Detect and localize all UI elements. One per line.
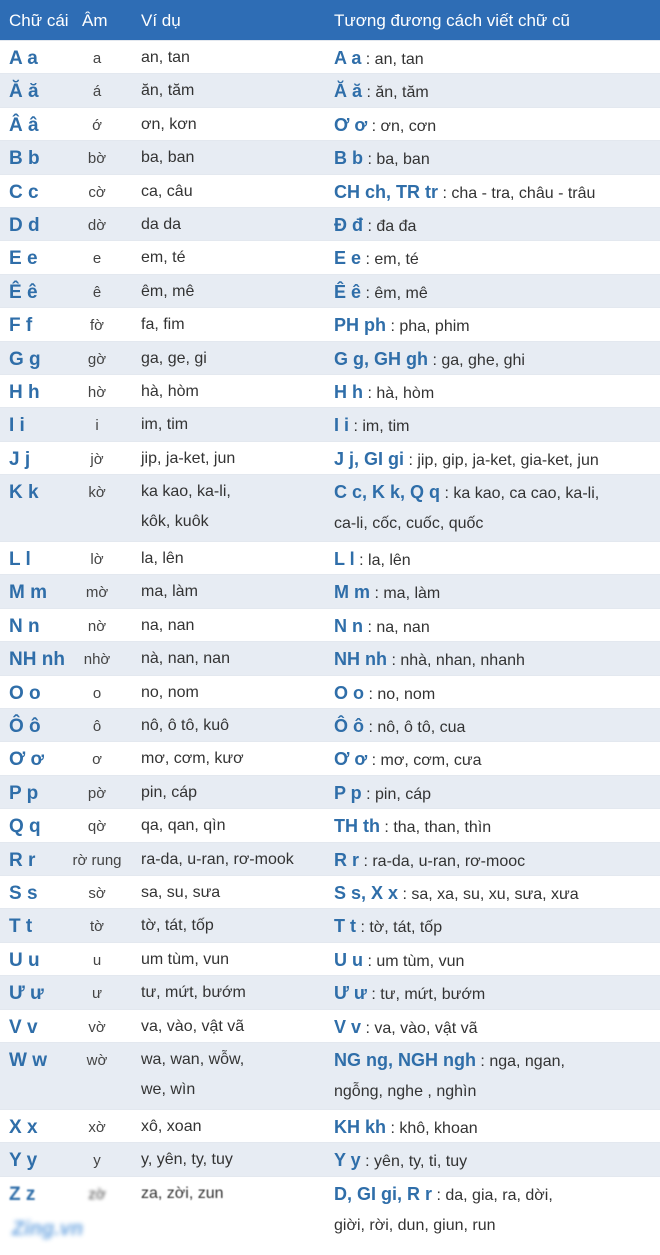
sound-cell: fờ: [89, 317, 104, 335]
old-spelling-line: Ư ư : tư, mứt, bướm: [334, 983, 486, 1004]
old-spelling-letters: NH nh: [334, 649, 387, 670]
example-cell: [141, 845, 294, 875]
letter-cell: C c: [9, 181, 39, 203]
letter-cell: G g: [9, 348, 41, 370]
old-spelling-line: E e : em, té: [334, 248, 419, 269]
header-old-spelling: Tương đương cách viết chữ cũ: [334, 11, 570, 30]
sound-cell: sờ: [88, 884, 106, 902]
table-row: [0, 942, 660, 975]
old-spelling-cell: [334, 577, 440, 609]
letter-cell: N n: [9, 615, 40, 637]
example-line: fa, fim: [141, 316, 185, 334]
example-line: um tùm, vun: [141, 950, 230, 968]
sound-cell: ư: [91, 985, 103, 1003]
old-spelling-letters: H h: [334, 381, 363, 402]
example-cell: [141, 1045, 244, 1105]
sound-cell: u: [92, 951, 102, 969]
old-spelling-line: Ê ê : êm, mê: [334, 281, 428, 302]
old-spelling-cell: [334, 243, 419, 275]
old-spelling-letters: Ơ ơ: [334, 749, 368, 770]
old-spelling-line: ca-li, cốc, cuốc, quốc: [334, 515, 484, 533]
old-spelling-letters: Ă ă: [334, 81, 363, 102]
old-spelling-line: A a : an, tan: [334, 48, 424, 68]
old-spelling-cell: [334, 210, 416, 242]
header-letter: Chữ cái: [9, 11, 69, 30]
old-spelling-line: Ơ ơ : mơ, cơm, cưa: [334, 749, 482, 770]
sound-cell: dờ: [87, 216, 107, 234]
table-row: [0, 641, 660, 674]
sound-cell: jờ: [90, 450, 104, 468]
example-cell: [141, 1145, 233, 1175]
sound-cell: lờ: [90, 551, 104, 569]
example-cell: [141, 377, 199, 407]
old-spelling-cell: [334, 978, 485, 1010]
old-spelling-letters: T t: [334, 916, 356, 937]
table-row: [0, 441, 660, 474]
example-cell: [141, 43, 190, 73]
letter-cell: S s: [9, 882, 38, 904]
old-spelling-cell: [334, 845, 525, 877]
old-spelling-cell: [334, 711, 465, 743]
table-row: [0, 474, 660, 541]
old-spelling-letters: R r: [334, 849, 360, 870]
old-spelling-line: KH kh : khô, khoan: [334, 1116, 478, 1137]
letter-cell: B b: [9, 148, 40, 170]
old-spelling-line: C c, K k, Q q : ka kao, ca cao, ka-li,: [334, 482, 600, 503]
old-spelling-cell: [334, 911, 442, 943]
old-spelling-letters: Y y: [334, 1150, 361, 1171]
sound-cell: ơ: [92, 751, 102, 769]
example-line: la, lên: [141, 550, 184, 568]
letter-cell: Â â: [9, 114, 39, 136]
sound-cell: vờ: [88, 1018, 106, 1036]
old-spelling-cell: [334, 1012, 478, 1044]
table-row: [0, 1142, 660, 1175]
sound-cell: ớ: [92, 116, 102, 134]
old-spelling-letters: Ư ư: [334, 983, 367, 1004]
letter-cell: NH nh: [9, 649, 65, 671]
old-spelling-cell: [334, 477, 599, 539]
sound-cell: kờ: [88, 484, 106, 502]
old-spelling-line: J j, GI gi : jip, gip, ja-ket, gia-ket, jun: [334, 448, 599, 469]
example-line: ăn, tăm: [141, 82, 195, 100]
table-row: [0, 875, 660, 908]
sound-cell: bờ: [87, 150, 107, 168]
table-row: [0, 1176, 660, 1243]
example-line: no, nom: [141, 683, 199, 701]
letter-cell: R r: [9, 849, 36, 871]
sound-cell: e: [92, 250, 102, 268]
old-spelling-cell: [334, 310, 470, 342]
letter-cell: A a: [9, 48, 38, 69]
sound-cell: o: [92, 684, 102, 702]
old-spelling-cell: [334, 410, 409, 442]
example-line: êm, mê: [141, 282, 195, 300]
letter-cell: P p: [9, 782, 39, 804]
table-row: [0, 174, 660, 207]
sound-cell: mờ: [85, 584, 109, 602]
old-spelling-cell: [334, 1112, 478, 1144]
example-line: ơn, kơn: [141, 115, 197, 133]
table-row: [0, 1109, 660, 1142]
table-row: [0, 207, 660, 240]
example-line: ka kao, ka-li,: [141, 483, 231, 501]
example-line: ba, ban: [141, 149, 195, 167]
table-body: [0, 40, 660, 1243]
example-line: y, yên, ty, tuy: [141, 1151, 233, 1169]
old-spelling-cell: [334, 76, 429, 108]
old-spelling-line: T t : tờ, tát, tốp: [334, 916, 443, 937]
example-cell: [141, 243, 185, 273]
example-line: jip, ja-ket, jun: [141, 449, 236, 467]
letter-cell: M m: [9, 582, 47, 604]
table-row: [0, 1009, 660, 1042]
old-spelling-letters: I i: [334, 415, 350, 436]
example-cell: [141, 477, 231, 537]
sound-cell: cờ: [88, 183, 106, 201]
table-row: [0, 240, 660, 273]
old-spelling-cell: [334, 177, 595, 209]
table-row: [0, 975, 660, 1008]
letter-cell: Ư ư: [9, 983, 44, 1005]
old-spelling-line: Đ đ : đa đa: [334, 214, 417, 235]
letter-cell: L l: [9, 549, 31, 571]
table-row: [0, 741, 660, 774]
example-line: na, nan: [141, 616, 195, 634]
old-spelling-cell: [334, 811, 491, 843]
old-spelling-line: Ă ă : ăn, tăm: [334, 81, 429, 102]
old-spelling-cell: [334, 744, 482, 776]
old-spelling-line: I i : im, tim: [334, 415, 410, 436]
table-row: [0, 374, 660, 407]
table-row: [0, 1042, 660, 1109]
old-spelling-letters: Ô ô: [334, 716, 364, 737]
sound-cell: y: [93, 1152, 101, 1170]
sound-cell: rờ rung: [72, 851, 122, 869]
letter-cell: D d: [9, 214, 40, 236]
old-spelling-line: CH ch, TR tr : cha - tra, châu - trâu: [334, 181, 596, 202]
old-spelling-cell: [334, 778, 431, 810]
example-cell: [141, 945, 229, 975]
old-spelling-cell: [334, 1045, 565, 1107]
example-line: kôk, kuôk: [141, 513, 209, 531]
table-row: [0, 775, 660, 808]
sound-cell: zờ: [88, 1185, 106, 1203]
letter-cell: I i: [9, 415, 25, 437]
old-spelling-line: G g, GH gh : ga, ghe, ghi: [334, 348, 525, 369]
old-spelling-letters: C c, K k, Q q: [334, 482, 441, 503]
table-row: [0, 274, 660, 307]
sound-cell: á: [92, 83, 102, 101]
sound-cell: ê: [92, 283, 102, 301]
letter-cell: Ô ô: [9, 716, 41, 738]
old-spelling-cell: [334, 878, 579, 910]
old-spelling-cell: [334, 344, 525, 376]
example-cell: [141, 143, 194, 173]
example-line: ga, ge, gi: [141, 349, 207, 367]
old-spelling-letters: E e: [334, 248, 362, 269]
old-spelling-letters: B b: [334, 148, 363, 169]
table-row: [0, 908, 660, 941]
old-spelling-cell: [334, 277, 428, 309]
table-row: [0, 341, 660, 374]
table-header: [0, 0, 660, 40]
header-sound: Âm: [82, 11, 108, 30]
old-spelling-letters: M m: [334, 582, 370, 603]
letter-cell: O o: [9, 682, 41, 704]
table-row: [0, 675, 660, 708]
old-spelling-letters: O o: [334, 682, 364, 703]
sound-cell: nhờ: [83, 651, 111, 669]
old-spelling-letters: Đ đ: [334, 214, 363, 235]
letter-cell: H h: [9, 381, 40, 403]
table-row: [0, 107, 660, 140]
example-line: ca, câu: [141, 182, 193, 200]
example-cell: [141, 210, 181, 240]
old-spelling-letters: L l: [334, 549, 355, 570]
example-cell: [141, 778, 197, 808]
example-line: we, wìn: [141, 1080, 196, 1098]
example-line: tư, mứt, bướm: [141, 984, 246, 1002]
sound-cell: nờ: [87, 617, 107, 635]
old-spelling-line: P p : pin, cáp: [334, 782, 432, 803]
letter-cell: X x: [9, 1116, 38, 1138]
table-row: [0, 407, 660, 440]
example-cell: [141, 577, 198, 607]
example-line: ra-da, u-ran, rơ-mook: [141, 850, 294, 868]
example-cell: [141, 744, 244, 774]
old-spelling-cell: [334, 143, 430, 175]
letter-cell: Q q: [9, 816, 41, 838]
old-spelling-line: PH ph : pha, phim: [334, 315, 470, 336]
old-spelling-cell: [334, 444, 599, 476]
old-spelling-cell: [334, 945, 464, 977]
example-cell: [141, 711, 229, 741]
example-line: mơ, cơm, kươ: [141, 750, 244, 768]
old-spelling-letters: Ê ê: [334, 281, 362, 302]
old-spelling-letters: N n: [334, 615, 363, 636]
example-line: qa, qan, qìn: [141, 817, 226, 835]
example-cell: [141, 911, 214, 941]
old-spelling-letters: NG ng, NGH ngh: [334, 1049, 476, 1070]
table-row: [0, 140, 660, 173]
example-cell: [141, 644, 230, 674]
example-line: em, té: [141, 249, 186, 267]
zing-logo: Zing.vn: [12, 1218, 84, 1240]
old-spelling-line: ngỗng, nghe , nghìn: [334, 1082, 477, 1100]
table-row: [0, 708, 660, 741]
old-spelling-letters: TH th: [334, 816, 380, 837]
example-cell: [141, 978, 246, 1008]
sound-cell: qờ: [87, 818, 107, 836]
old-spelling-cell: [334, 110, 436, 142]
table-row: [0, 73, 660, 106]
table-row: [0, 307, 660, 340]
old-spelling-line: L l : la, lên: [334, 549, 411, 570]
sound-cell: wờ: [86, 1051, 108, 1069]
old-spelling-line: B b : ba, ban: [334, 148, 430, 169]
example-cell: [141, 444, 235, 474]
old-spelling-line: H h : hà, hòm: [334, 381, 435, 402]
letter-cell: V v: [9, 1016, 38, 1038]
old-spelling-letters: J j, GI gi: [334, 448, 405, 469]
example-cell: [141, 611, 194, 641]
example-line: ma, làm: [141, 583, 198, 601]
example-line: va, vào, vật vã: [141, 1017, 245, 1035]
old-spelling-letters: Ơ ơ: [334, 114, 368, 135]
example-cell: [141, 1012, 244, 1042]
example-line: da da: [141, 215, 182, 233]
example-cell: [141, 344, 207, 374]
old-spelling-line: R r : ra-da, u-ran, rơ-mooc: [334, 849, 526, 870]
example-line: nà, nan, nan: [141, 650, 230, 668]
letter-cell: Ă ă: [9, 81, 39, 103]
old-spelling-line: TH th : tha, than, thìn: [334, 816, 492, 837]
example-cell: [141, 277, 194, 307]
old-spelling-letters: A a: [334, 48, 362, 68]
letter-cell: U u: [9, 949, 40, 971]
example-line: tờ, tát, tốp: [141, 917, 214, 935]
old-spelling-line: S s, X x : sa, xa, su, xu, sưa, xưa: [334, 882, 579, 903]
old-spelling-cell: [334, 1145, 467, 1177]
table-row: [0, 541, 660, 574]
old-spelling-line: Y y : yên, ty, ti, tuy: [334, 1150, 468, 1171]
table-row: [0, 574, 660, 607]
letter-cell: E e: [9, 248, 38, 270]
example-line: pin, cáp: [141, 783, 198, 801]
example-line: za, zời, zun: [141, 1184, 224, 1202]
old-spelling-letters: PH ph: [334, 315, 386, 336]
old-spelling-line: giời, rời, dun, giun, run: [334, 1216, 496, 1234]
old-spelling-letters: S s, X x: [334, 882, 399, 903]
example-line: im, tim: [141, 416, 189, 434]
old-spelling-line: NH nh : nhà, nhan, nhanh: [334, 649, 525, 670]
old-spelling-line: Ô ô : nô, ô tô, cua: [334, 716, 466, 737]
sound-cell: gờ: [87, 350, 107, 368]
old-spelling-letters: U u: [334, 949, 363, 970]
letter-cell: K k: [9, 482, 39, 504]
old-spelling-line: NG ng, NGH ngh : nga, ngan,: [334, 1049, 565, 1070]
old-spelling-line: N n : na, nan: [334, 615, 430, 636]
old-spelling-line: M m : ma, làm: [334, 582, 441, 603]
letter-cell: Ơ ơ: [9, 749, 44, 771]
example-cell: [141, 878, 220, 908]
example-cell: [141, 110, 197, 140]
old-spelling-line: U u : um tùm, vun: [334, 949, 465, 970]
letter-cell: J j: [9, 448, 31, 470]
example-line: sa, su, sưa: [141, 883, 221, 901]
letter-cell: Z z: [9, 1183, 36, 1205]
sound-cell: pờ: [87, 784, 107, 802]
table-row: [0, 808, 660, 841]
old-spelling-letters: P p: [334, 782, 362, 803]
old-spelling-line: O o : no, nom: [334, 682, 436, 703]
example-line: an, tan: [141, 49, 190, 66]
table-row: [0, 40, 660, 73]
example-line: xô, xoan: [141, 1117, 202, 1135]
example-line: wa, wan, wỗw,: [141, 1050, 245, 1068]
example-cell: [141, 1112, 201, 1142]
old-spelling-letters: D, GI gi, R r: [334, 1183, 433, 1204]
example-cell: [141, 177, 193, 207]
sound-cell: xờ: [88, 1118, 106, 1136]
example-cell: [141, 544, 184, 574]
old-spelling-line: V v : va, vào, vật vã: [334, 1016, 478, 1037]
old-spelling-cell: [334, 544, 411, 576]
old-spelling-cell: [334, 678, 435, 710]
letter-cell: Ê ê: [9, 281, 38, 303]
old-spelling-cell: [334, 377, 434, 409]
letter-cell: Y y: [9, 1150, 38, 1172]
example-line: hà, hòm: [141, 382, 199, 400]
table-row: [0, 842, 660, 875]
sound-cell: tờ: [89, 918, 104, 936]
example-cell: [141, 76, 194, 106]
letter-cell: F f: [9, 315, 33, 337]
old-spelling-line: D, GI gi, R r : da, gia, ra, dời,: [334, 1183, 553, 1204]
sound-cell: a: [92, 50, 102, 67]
example-cell: [141, 410, 188, 440]
table-row: [0, 608, 660, 641]
old-spelling-cell: [334, 644, 525, 676]
old-spelling-cell: [334, 43, 424, 75]
example-cell: [141, 811, 226, 841]
old-spelling-letters: KH kh: [334, 1116, 387, 1137]
old-spelling-line: Ơ ơ : ơn, cơn: [334, 114, 437, 135]
sound-cell: ô: [92, 718, 102, 736]
example-line: nô, ô tô, kuô: [141, 717, 230, 735]
sound-cell: hờ: [87, 383, 107, 401]
old-spelling-letters: V v: [334, 1016, 362, 1037]
old-spelling-cell: [334, 1179, 553, 1241]
example-cell: [141, 310, 185, 340]
letter-cell: W w: [9, 1049, 47, 1071]
old-spelling-letters: CH ch, TR tr: [334, 181, 439, 202]
header-example: Ví dụ: [141, 11, 181, 30]
example-cell: [141, 1179, 224, 1209]
example-cell: [141, 678, 199, 708]
letter-cell: T t: [9, 916, 33, 938]
old-spelling-letters: G g, GH gh: [334, 348, 428, 369]
sound-cell: i: [95, 417, 99, 435]
old-spelling-cell: [334, 611, 430, 643]
